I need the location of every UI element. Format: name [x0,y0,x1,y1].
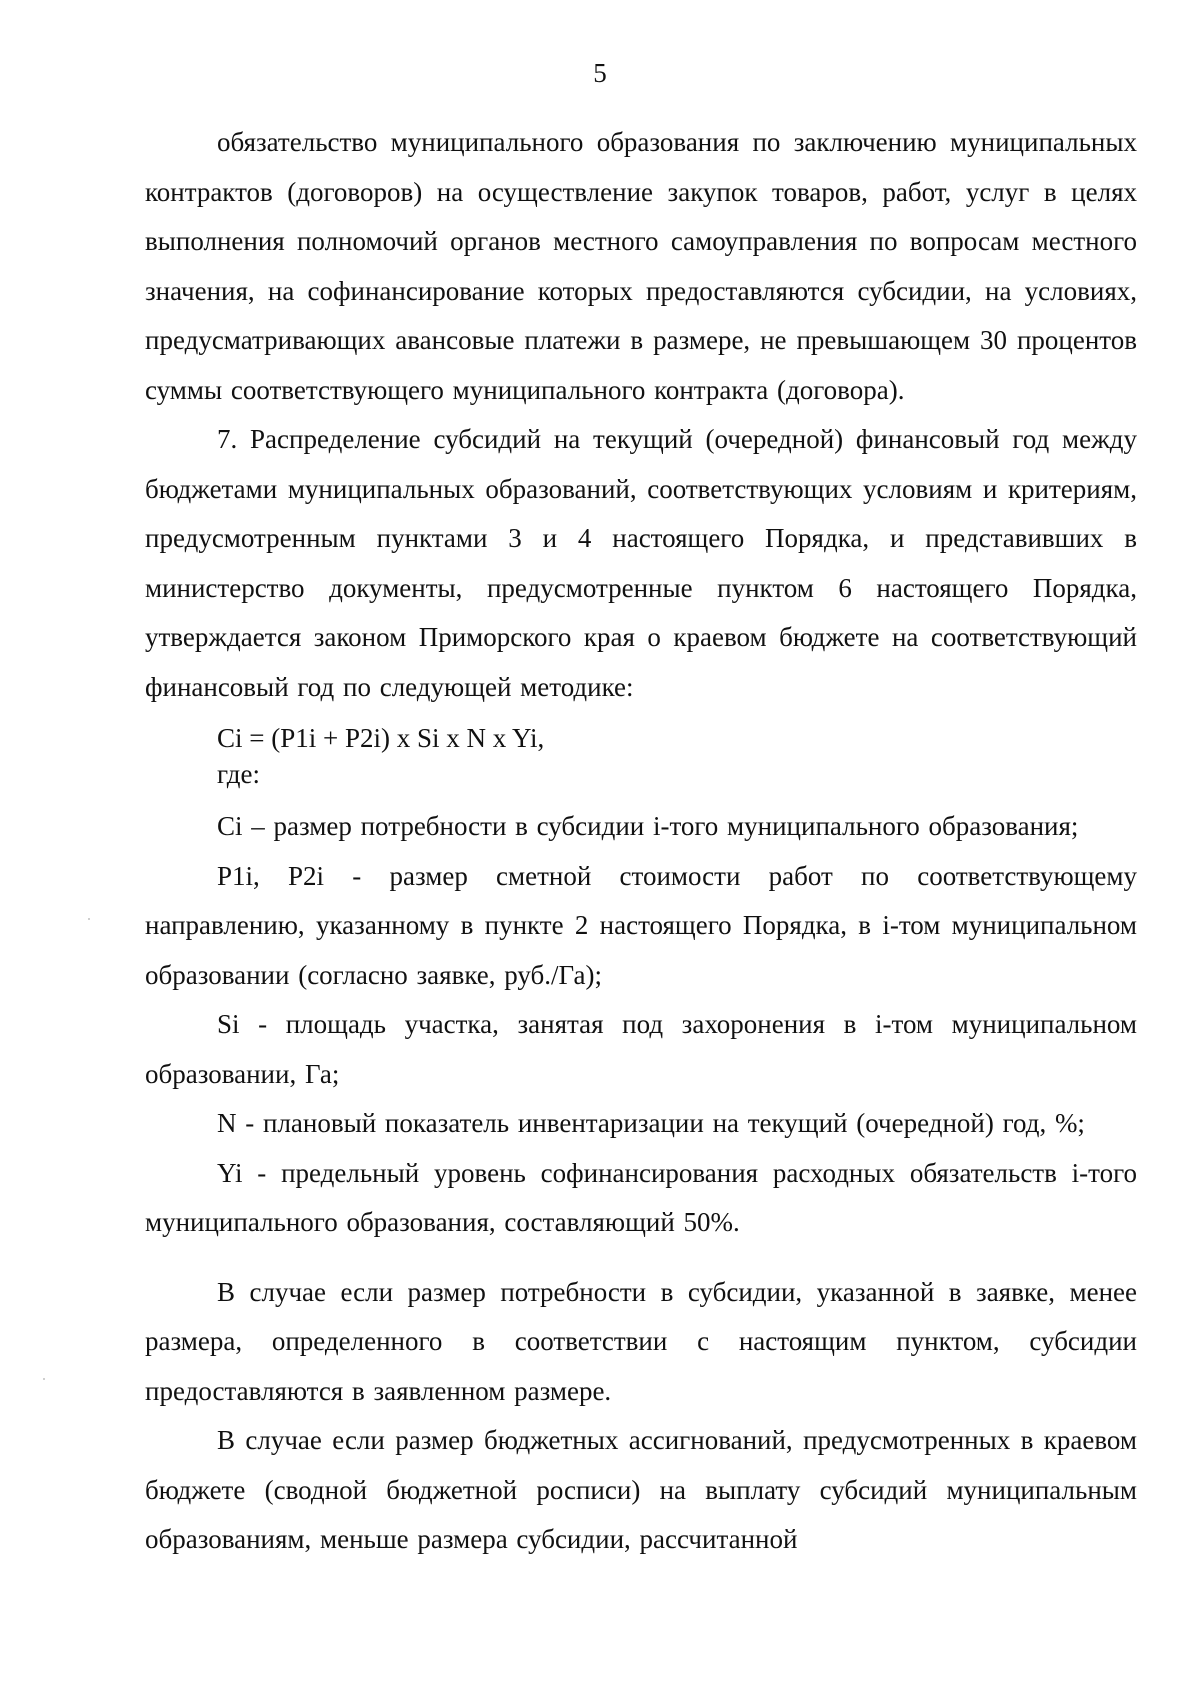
formula: Ci = (P1i + P2i) x Si x N x Yi, [217,723,545,753]
page-number: 5 [593,58,607,88]
scan-speck [88,918,90,920]
formula-where-label: где: [217,759,260,789]
paragraph-budget-allocations: В случае если размер бюджетных ассигнований, предусмотренных в краевом бюджете (сводной бюджетной росписи) на выплату субсидий муниципальным образованиям, меньше размера субсидии, рассчитанной [145,1425,1137,1554]
document-body [145,118,1137,1565]
paragraph-continuation: обязательство муниципального образования по заключению муниципальных контрактов (договоров) на осуществление закупок товаров, работ, услуг в целях выполнения полномочий органов местного самоуправления по вопросам местного значения, на софинансирование которых предоставляются субсидии, на условиях, предусматривающих авансовые платежи в размере, не превышающем 30 процентов суммы соответствующего муниципального контракта (договора). [145,127,1137,405]
paragraph-item-7: 7. Распределение субсидий на текущий (очередной) финансовый год между бюджетами муниципальных образований, соответствующих условиям и критериям, предусмотренным пунктами 3 и 4 настоящего Порядка, и представивших в министерство документы, предусмотренные пунктом 6 настоящего Порядка, утверждается законом Приморского края о краевом бюджете на соответствующий финансовый год по следующей методике: [145,424,1137,702]
definition-yi: Yi - предельный уровень софинансирования расходных обязательств i-того муниципального образования, составляющий 50%. [145,1157,1137,1237]
scan-speck [43,1378,45,1380]
definition-n: N - плановый показатель инвентаризации на текущий (очередной) год, %; [217,1108,1085,1138]
paragraph-requested-amount: В случае если размер потребности в субсидии, указанной в заявке, менее размера, определенного в соответствии с настоящим пунктом, субсидии предоставляются в заявленном размере. [145,1276,1137,1406]
definition-ci: Ci – размер потребности в субсидии i-того муниципального образования; [217,811,1079,841]
definition-p1i-p2i: P1i, P2i - размер сметной стоимости работ по соответствующему направлению, указанному в пункте 2 настоящего Порядка, в i-том муниципальном образовании (согласно заявке, руб./Га); [145,860,1137,990]
definition-si: Si - площадь участка, занятая под захоронения в i-том муниципальном образовании, Га; [145,1009,1137,1089]
spacer [145,1248,1137,1268]
